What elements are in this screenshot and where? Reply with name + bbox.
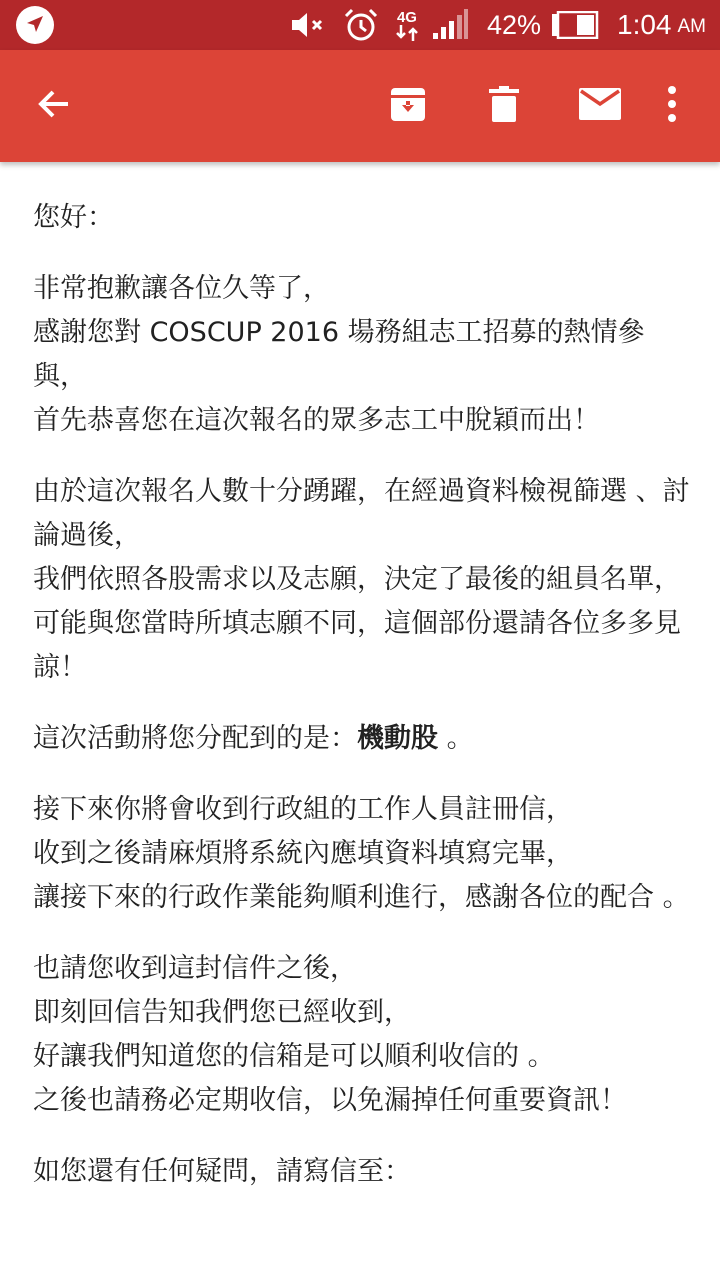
paragraph-contact [33,1150,693,1194]
mute-icon [289,10,329,40]
body-line: 之後也請務必定期收信，以免漏掉任何重要資訊！ [33,1085,627,1116]
more-vert-icon [664,84,680,124]
paragraph-apology [33,267,693,443]
signal-icon [431,9,469,41]
body-line: 首先恭喜您在這次報名的眾多志工中脫穎而出！ [33,405,600,436]
body-line: 好讓我們知道您的信箱是可以順利收信的 。 [33,1041,555,1072]
body-line: 我們依照各股需求以及志願，決定了最後的組員名單， [33,564,681,595]
body-line: 感謝您對 COSCUP 2016 場務組志工招募的熱情參與， [33,317,645,392]
clock-time: 1:04 [617,9,672,40]
assignment-suffix: 。 [438,723,474,754]
paragraph-registration [33,788,693,920]
delete-icon [484,84,524,124]
mail-icon [578,86,622,122]
body-line: 可能與您當時所填志願不同，這個部份還請各位多多見諒！ [33,608,681,683]
greeting-text: 您好： [33,202,114,233]
body-line: 由於這次報名人數十分踴躍，在經過資料檢視篩選 、討論過後， [33,476,690,551]
body-line: 如您還有任何疑問，請寫信至： [33,1156,411,1187]
body-line: 也請您收到這封信件之後， [33,953,357,984]
mail-button[interactable] [572,76,628,132]
battery-icon [551,11,599,39]
paragraph-selection [33,470,693,690]
archive-button[interactable] [380,76,436,132]
more-options-button[interactable] [644,76,700,132]
body-line: 即刻回信告知我們您已經收到， [33,997,411,1028]
assignment-line [33,717,693,761]
back-button[interactable] [26,76,82,132]
network-label: 4G [396,8,417,26]
network-4g-icon [393,10,421,41]
navigation-icon [16,6,54,44]
body-line: 收到之後請麻煩將系統內應填資料填寫完畢， [33,838,573,869]
body-line: 非常抱歉讓各位久等了， [33,273,330,304]
paragraph-reply-request [33,947,693,1123]
assignment-prefix: 這次活動將您分配到的是： [33,723,357,754]
back-arrow-icon [34,84,74,124]
paragraph-assignment [33,717,693,761]
delete-button[interactable] [476,76,532,132]
status-bar [0,0,720,50]
battery-percent: 42% [486,9,541,40]
assigned-team: 機動股 [357,723,438,754]
body-line: 讓接下來的行政作業能夠順利進行，感謝各位的配合 。 [33,882,690,913]
clock-ampm: AM [677,16,706,37]
email-body [33,196,693,1221]
alarm-icon [343,7,379,43]
body-line: 接下來你將會收到行政組的工作人員註冊信， [33,794,573,825]
app-bar [0,50,720,162]
archive-icon [388,84,428,124]
greeting [33,196,693,240]
